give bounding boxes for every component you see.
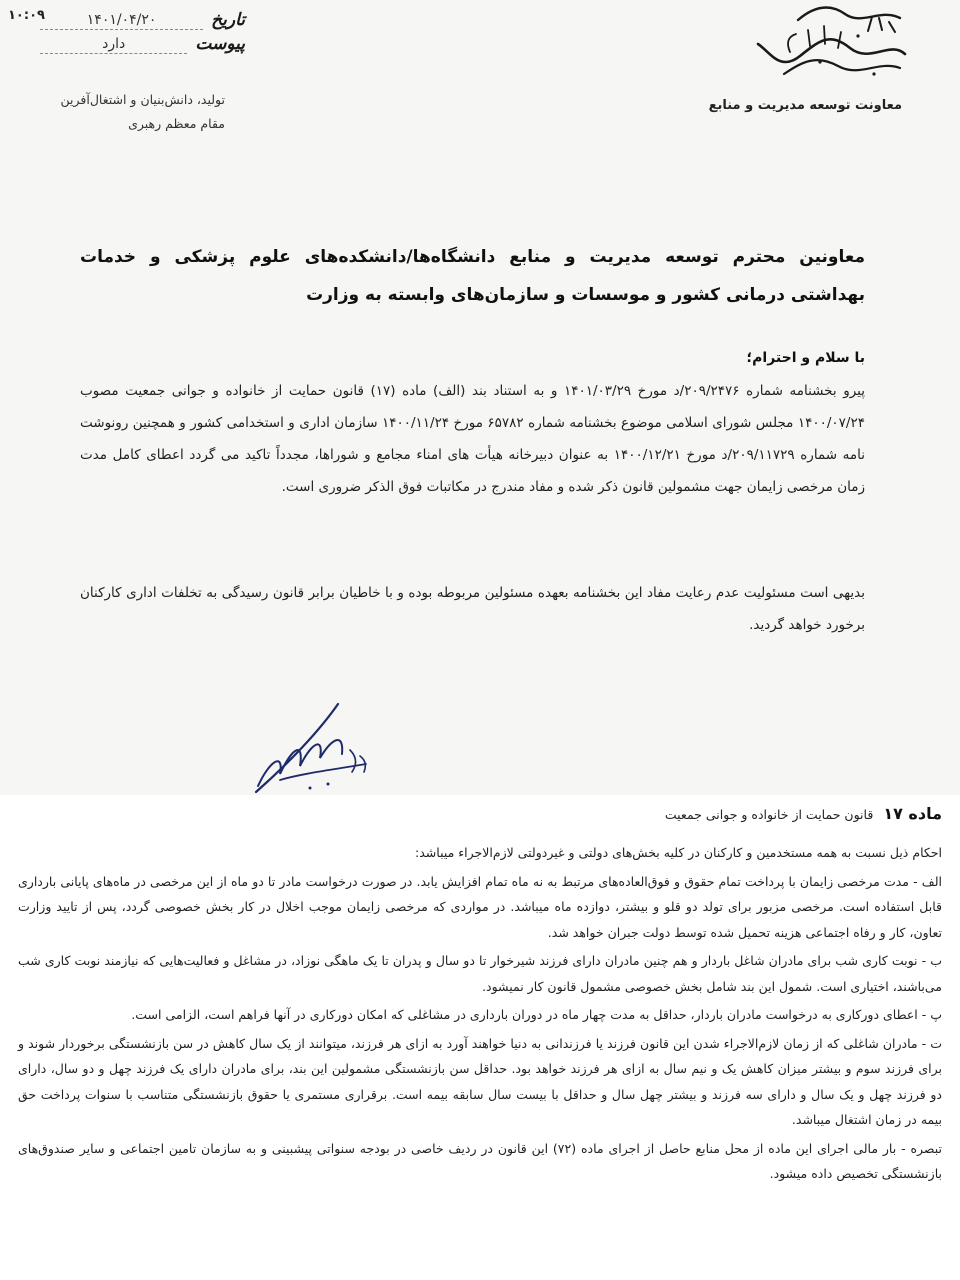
ministry-calligraphy-logo xyxy=(750,4,910,84)
slogan-attribution: مقام معظم رهبری xyxy=(128,116,225,131)
body-paragraph-2: بدیهی است مسئولیت عدم رعایت مفاد این بخشنامه بعهده مسئولین مربوطه بوده و با خاطیان برابر قانون رسیدگی به تخلفات اداری کارکنان برخورد خواهد گردید. xyxy=(80,585,865,633)
body-paragraph-1: پیرو بخشنامه شماره ۲۰۹/۲۴۷۶/د مورخ ۱۴۰۱/۰۳/۲۹ و به استناد بند (الف) ماده (۱۷) قانون حمایت از خانواده و جوانی جمعیت مصوب ۱۴۰۰/۰۷/۲۴ مجلس شورای اسلامی موضوع بخشنامه شماره ۶۵۷۸۲ مورخ ۱۴۰۰/۱۱/۲۴ سازمان اداری و استخدامی کشور و همچنین رونوشت نامه شماره ۲۰۹/۱۱۷۲۹/د مورخ ۱۴۰۰/۱۲/۲۱ به عنوان دبیرخانه هیأت های امناء مجامع و شوراها، مجدداً تاکید می گردد اعطای کامل مدت زمان مرخصی زایمان جهت مشمولین قانون ذکر شده و مفاد مندرج در مکاتبات فوق الذکر ضروری است. xyxy=(80,383,866,495)
letter-meta xyxy=(40,6,245,54)
date-value: ۱۴۰۱/۰۴/۲۰ xyxy=(40,12,203,30)
date-row xyxy=(40,6,245,30)
article-body xyxy=(18,840,942,1190)
article-clause-be: ب - نوبت کاری شب برای مادران شاغل باردار و هم چنین مادران دارای فرزند شیرخوار تا دو سال و پدران تا یک ماهگی نوزاد، در مشاغل و فعالیت‌هایی که نیازمند نوبت کاری شب می‌باشند، اختیاری است. شمول این بند شامل بخش خصوصی مشمول قانون کار نمیشود. xyxy=(18,953,942,994)
article-note: تبصره - بار مالی اجرای این ماده از محل منابع حاصل از اجرای ماده (۷۲) این قانون در ردیف خاصی در بودجه سنواتی پیشبینی و به سازمان تامین اجتماعی و سایر صندوق‌های بازنشستگی تخصیص داده میشود. xyxy=(18,1140,942,1181)
article-title: قانون حمایت از خانواده و جوانی جمعیت xyxy=(664,807,874,822)
article-number: ماده ۱۷ xyxy=(883,804,942,823)
article-clause-pe: پ - اعطای دورکاری به درخواست مادران باردار، حداقل به مدت چهار ماه در دوران بارداری در مشاغلی که امکان دورکاری در آنها فراهم است، الزامی است. xyxy=(131,1007,942,1022)
slogan-line: تولید، دانش‌بنیان و اشتغال‌آفرین xyxy=(60,92,225,107)
addressee: معاونین محترم توسعه مدیریت و منابع دانشگاه‌ها/دانشکده‌های علوم پزشکی و خدمات بهداشتی درمانی کشور و موسسات و سازمان‌های وابسته به وزارت xyxy=(80,247,865,305)
corner-number: ۱۰:۰۹ xyxy=(8,8,45,23)
article-intro: احکام ذیل نسبت به همه مستخدمین و کارکنان در کلیه بخش‌های دولتی و غیردولتی لازم‌الاجراء میباشد: xyxy=(415,845,942,860)
attachment-value: دارد xyxy=(40,36,187,54)
article-clause-te: ت - مادران شاغلی که از زمان لازم‌الاجراء شدن این قانون فرزند یا فرزندانی به دنیا خواهند آورد به ازای هر فرزند، میتوانند از یک سال کاهش در سن بازنشستگی برخوردار شوند و برای فرزند سوم و بیشتر میزان کاهش یک و نیم سال به ازای هر فرزند خواهد بود. حداقل سن بازنشستگی مشمولین این بند، برای مادران دارای یک فرزند چهل و دو سال، دارای دو فرزند چهل و یک سال و دارای سه فرزند و بیشتر چهل سال و حداقل با بیست سال سابقه بیمه است. برقراری مستمری یا حقوق بازنشستگی متناسب با سنوات پرداخت حق بیمه در زمان اشتغال میباشد. xyxy=(18,1035,942,1127)
attachment-row xyxy=(40,30,245,54)
deputy-office: معاونت توسعه مدیریت و منابع xyxy=(708,98,902,113)
article-heading xyxy=(665,804,942,823)
article-clause-alef: الف - مدت مرخصی زایمان با پرداخت تمام حقوق و فوق‌العاده‌های مرتبط به نه ماه تمام افزایش یابد. در صورت درخواست مادر تا دو ماه از این مرخصی در ماه‌های پایانی بارداری قابل استفاده است. مرخصی مزبور برای تولد دو قلو و بیشتر، دوازده ماه میباشد. در مواردی که مرخصی زایمان موجب اخلال در کار بخش خصوصی گردد، پس از تایید وزارت تعاون، کار و رفاه اجتماعی هزینه تحمیل شده توسط دولت جبران خواهد شد. xyxy=(18,873,942,940)
handwritten-signature xyxy=(240,700,380,800)
greeting: با سلام و احترام؛ xyxy=(746,350,865,366)
date-label: تاریخ xyxy=(211,10,245,30)
attachment-label: پیوست xyxy=(195,34,245,54)
